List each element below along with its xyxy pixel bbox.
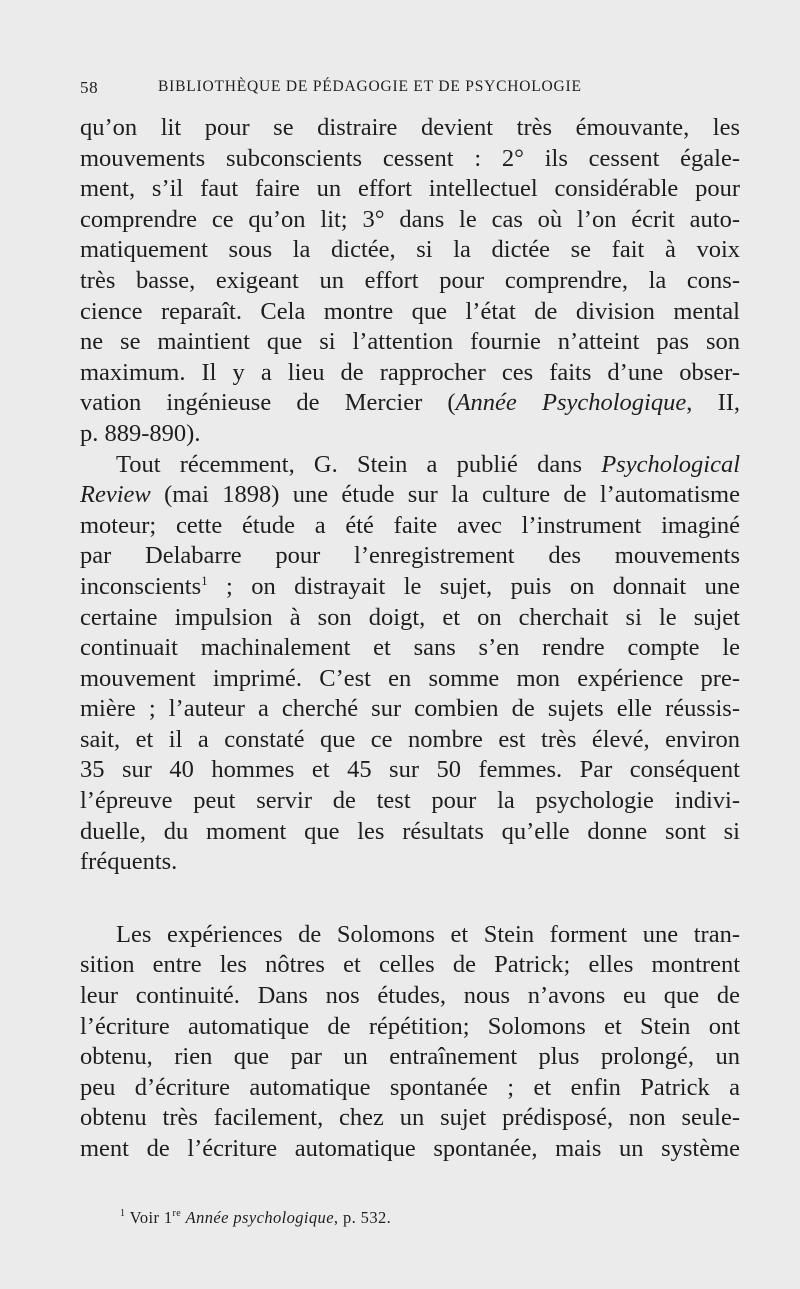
text-line: ment de l’écriture automatique spontanée, mais un système bbox=[80, 1135, 740, 1162]
text-line: l’épreuve peut servir de test pour la psychologie indivi- bbox=[80, 787, 740, 815]
text-line: ne se maintient que si l’attention fournie n’atteint pas son bbox=[80, 328, 740, 356]
text-line: obtenu, rien que par un entraînement plus prolongé, un bbox=[80, 1043, 740, 1071]
text-line: ment, s’il faut faire un effort intellectuel considérable pour bbox=[80, 175, 740, 203]
text-line: moteur; cette étude a été faite avec l’instrument imaginé bbox=[80, 511, 740, 539]
text-segment: inconscients bbox=[80, 572, 202, 600]
text-line: continuait machinalement et sans s’en rendre compte le bbox=[80, 634, 740, 662]
text-line: p. 889-890). bbox=[80, 419, 201, 447]
text-line: mière ; l’auteur a cherché sur combien de sujets elle réussis- bbox=[80, 695, 740, 723]
text-line: qu’on lit pour se distraire devient très émouvante, les bbox=[80, 114, 740, 141]
text-line: sition entre les nôtres et celles de Patrick; elles montrent bbox=[80, 951, 740, 979]
text-line: certaine impulsion à son doigt, et on cherchait si le sujet bbox=[80, 603, 740, 631]
text-line: fréquents. bbox=[80, 848, 178, 876]
journal-title: Review bbox=[80, 481, 151, 509]
text-line: leur continuité. Dans nos études, nous n’avons eu que de bbox=[80, 982, 740, 1010]
text-line: maximum. Il y a lieu de rapprocher ces faits d’une obser- bbox=[80, 358, 740, 386]
body-text bbox=[80, 113, 740, 1165]
journal-title: Année psychologique bbox=[185, 1208, 334, 1227]
running-title: BIBLIOTHÈQUE DE PÉDAGOGIE ET DE PSYCHOLOGIE bbox=[158, 78, 582, 95]
text-line: mouvements subconscients cessent : 2° ils cessent égale- bbox=[80, 144, 740, 172]
text-line: sait, et il a constaté que ce nombre est très élevé, environ bbox=[80, 725, 740, 753]
text-line bbox=[80, 572, 740, 603]
text-line bbox=[80, 480, 740, 511]
text-line: Les expériences de Solomons et Stein forment une tran- bbox=[116, 920, 740, 948]
text-line: peu d’écriture automatique spontanée ; et enfin Patrick a bbox=[80, 1073, 740, 1101]
text-segment: , p. 532. bbox=[333, 1208, 392, 1227]
text-line bbox=[80, 450, 740, 481]
text-line: obtenu très facilement, chez un sujet prédisposé, non seule- bbox=[80, 1104, 740, 1132]
text-line: duelle, du moment que les résultats qu’elle donne sont si bbox=[80, 817, 740, 845]
text-line: très basse, exigeant un effort pour comprendre, la cons- bbox=[80, 266, 740, 294]
page-number: 58 bbox=[80, 78, 99, 97]
text-line: comprendre ce qu’on lit; 3° dans le cas où l’on écrit auto- bbox=[80, 205, 740, 233]
text-line: par Delabarre pour l’enregistrement des mouvements bbox=[80, 542, 740, 570]
text-line: 35 sur 40 hommes et 45 sur 50 femmes. Par conséquent bbox=[80, 756, 740, 784]
journal-title: Psychological bbox=[601, 450, 740, 478]
text-segment: ; on distrayait le sujet, puis on donnait une bbox=[207, 572, 740, 600]
text-line: l’écriture automatique de répétition; Solomons et Stein ont bbox=[80, 1012, 740, 1040]
footnote-reference: 1 bbox=[201, 572, 208, 588]
journal-title: Année Psychologique bbox=[455, 389, 687, 417]
text-segment: Tout récemment, G. Stein a publié dans bbox=[116, 450, 602, 478]
text-segment: (mai 1898) une étude sur la culture de l’automatisme bbox=[150, 481, 740, 509]
text-line: cience reparaît. Cela montre que l’état de division mental bbox=[80, 297, 740, 325]
text-segment: Voir 1 bbox=[129, 1208, 173, 1227]
text-line: mouvement imprimé. C’est en somme mon expérience pre- bbox=[80, 664, 740, 692]
footnote-marker: 1 bbox=[120, 1208, 126, 1219]
text-segment: vation ingénieuse de Mercier ( bbox=[80, 389, 456, 417]
running-header bbox=[80, 78, 740, 104]
section-break bbox=[80, 878, 740, 920]
text-segment: , II, bbox=[686, 389, 741, 417]
text-line: matiquement sous la dictée, si la dictée se fait à voix bbox=[80, 236, 740, 264]
text-line bbox=[80, 388, 740, 419]
footnote bbox=[120, 1208, 391, 1228]
ordinal-suffix: re bbox=[172, 1208, 182, 1219]
